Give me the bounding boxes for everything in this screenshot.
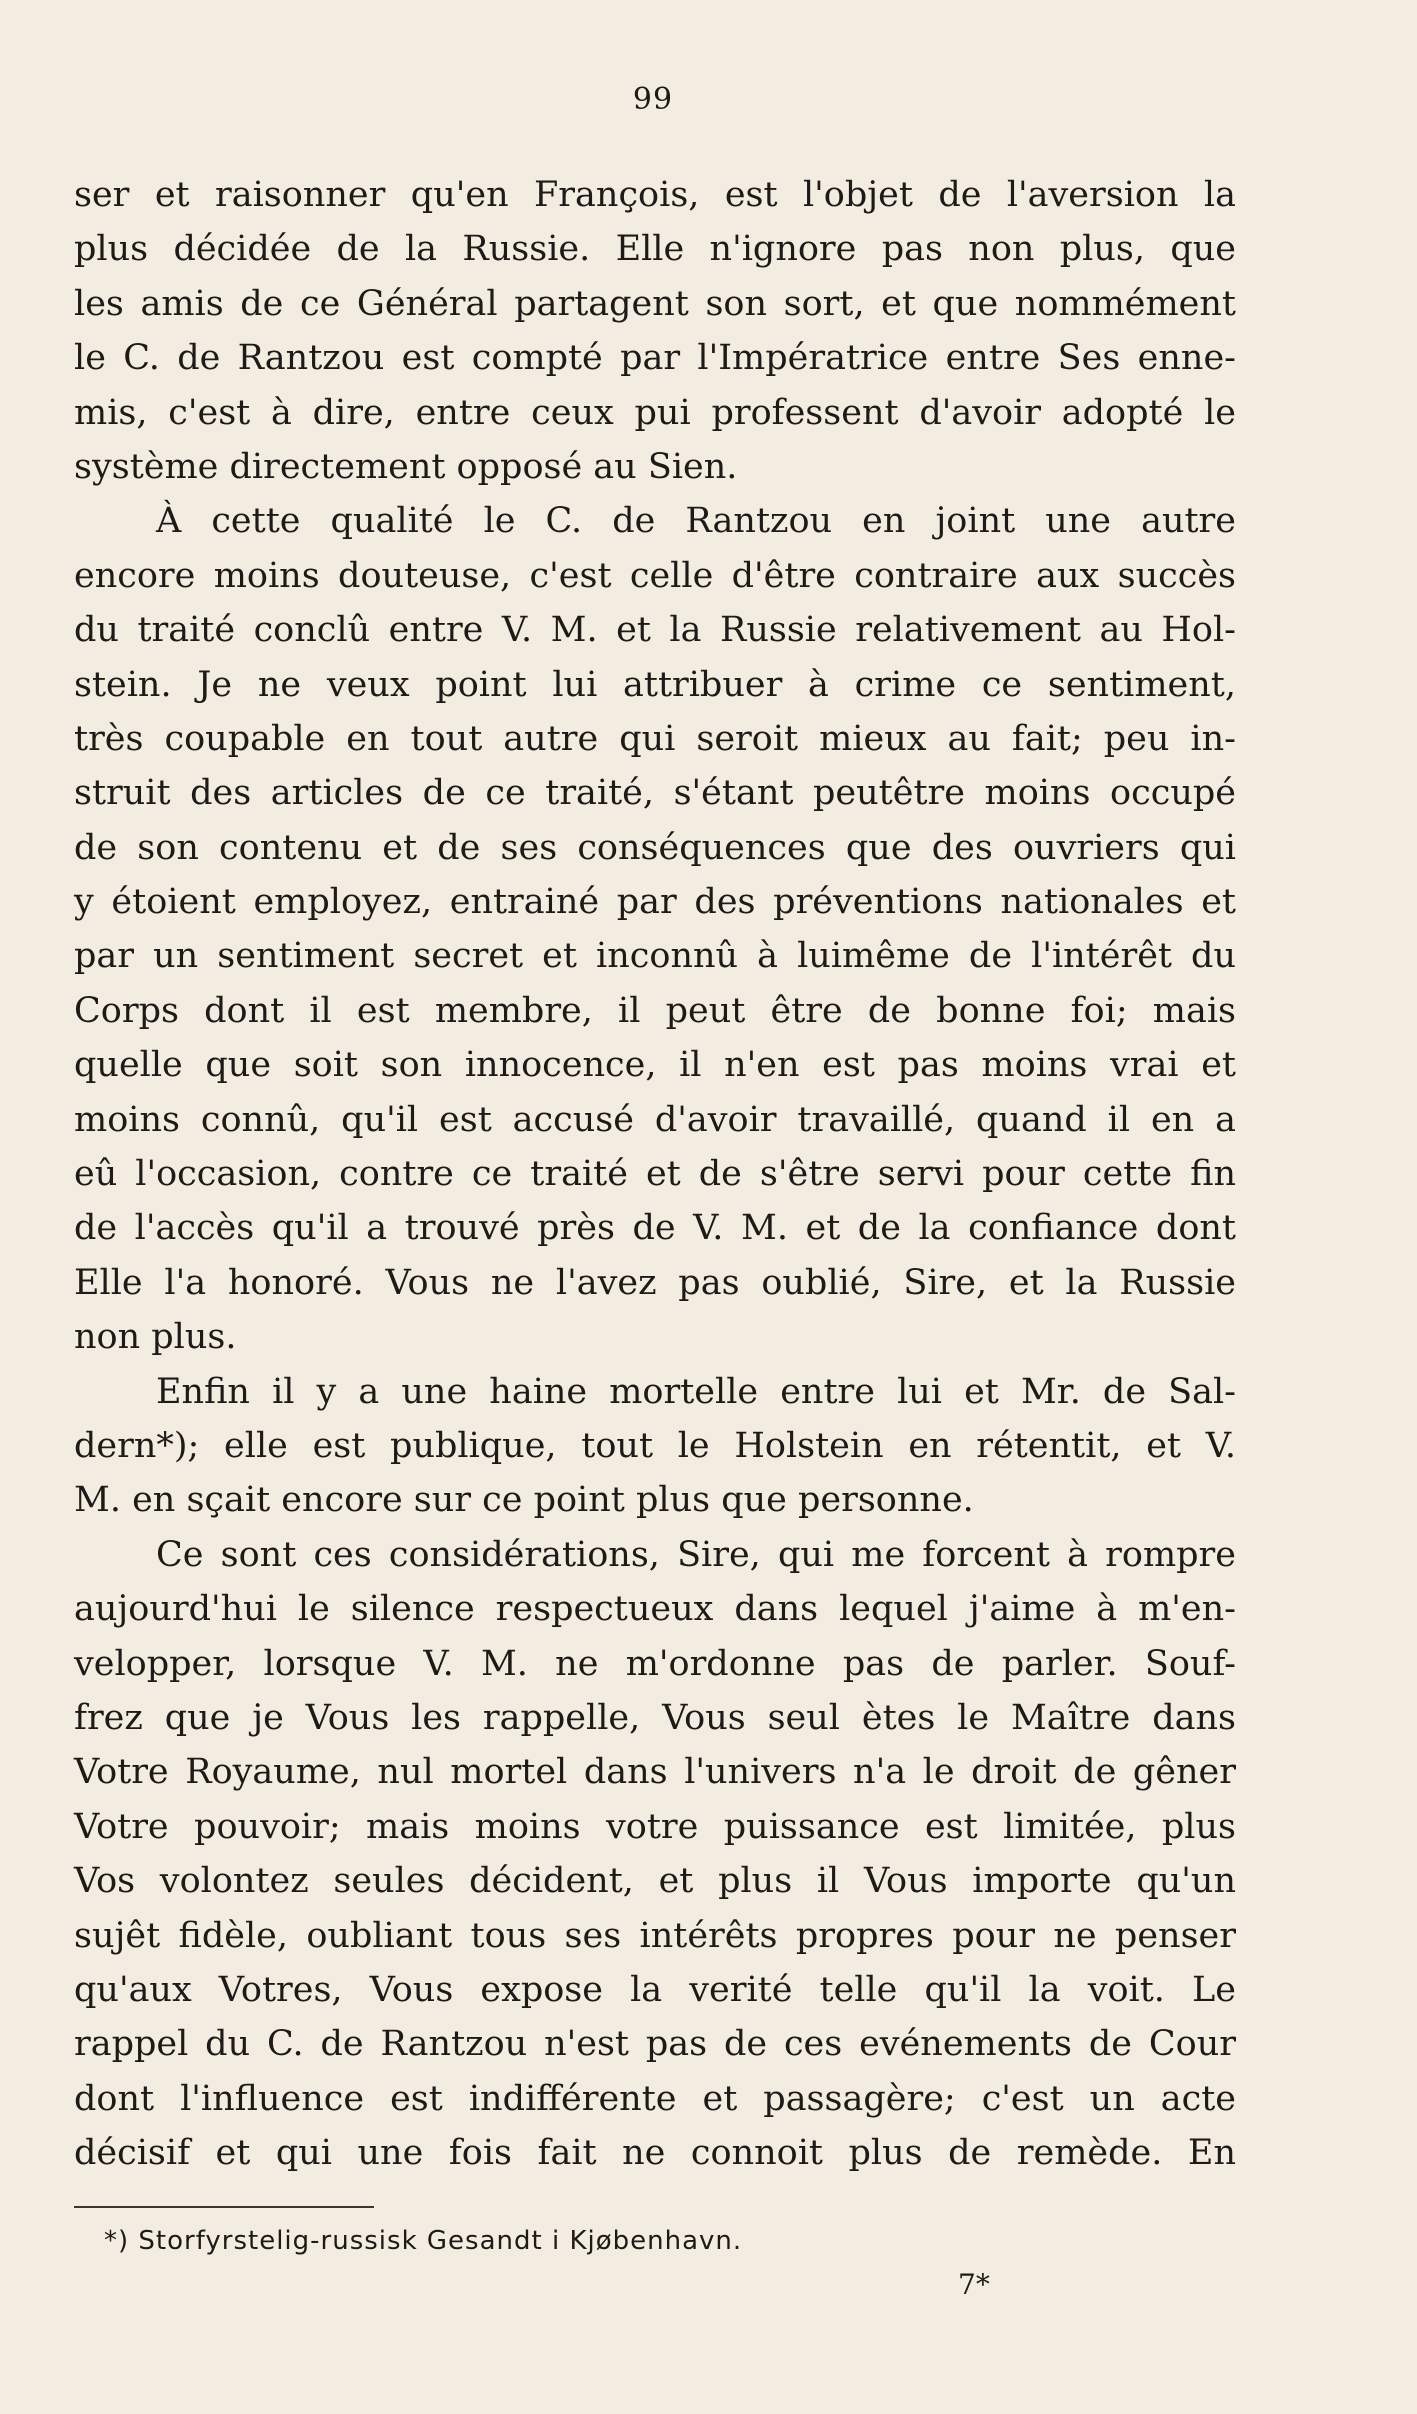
text-line: système directement opposé au Sien. [74, 446, 738, 487]
page-number: 99 [632, 82, 674, 117]
signature-mark: 7* [958, 2268, 990, 2301]
text-line: qu'aux Votres, Vous expose la verité telle qu'il la voit. Le [74, 1969, 1236, 2010]
text-line: moins connû, qu'il est accusé d'avoir travaillé, quand il en a [74, 1099, 1236, 1140]
text-line: Elle l'a honoré. Vous ne l'avez pas oublié, Sire, et la Russie [74, 1262, 1236, 1303]
text-line: les amis de ce Général partagent son sort, et que nommément [74, 283, 1236, 324]
text-line: dont l'influence est indifférente et passagère; c'est un acte [74, 2078, 1236, 2119]
footnote-divider [74, 2206, 374, 2208]
text-line: stein. Je ne veux point lui attribuer à crime ce sentiment, [74, 664, 1236, 705]
text-line: Corps dont il est membre, il peut être de bonne foi; mais [74, 990, 1236, 1031]
text-line: eû l'occasion, contre ce traité et de s'être servi pour cette fin [74, 1154, 1236, 1195]
text-line: Ce sont ces considérations, Sire, qui me forcent à rompre [156, 1534, 1236, 1575]
text-line: dern*); elle est publique, tout le Holstein en rétentit, et V. [74, 1425, 1236, 1466]
text-line: du traité conclû entre V. M. et la Russie relativement au Hol- [74, 610, 1236, 651]
text-line: le C. de Rantzou est compté par l'Impératrice entre Ses enne- [74, 338, 1236, 379]
text-line: Votre pouvoir; mais moins votre puissance est limitée, plus [74, 1806, 1236, 1847]
body-text [74, 168, 1236, 2180]
text-line: frez que je Vous les rappelle, Vous seul ètes le Maître dans [74, 1697, 1236, 1738]
text-line: À cette qualité le C. de Rantzou en joint une autre [156, 501, 1236, 542]
text-line: de son contenu et de ses conséquences que des ouvriers qui [74, 827, 1236, 868]
text-line: sujêt fidèle, oubliant tous ses intérêts propres pour ne penser [74, 1915, 1236, 1956]
text-line: Vos volontez seules décident, et plus il Vous importe qu'un [74, 1861, 1236, 1902]
text-line: non plus. [74, 1317, 237, 1358]
text-line: de l'accès qu'il a trouvé près de V. M. et de la confiance dont [74, 1208, 1236, 1249]
text-line: par un sentiment secret et inconnû à luimême de l'intérêt du [74, 936, 1236, 977]
text-line: encore moins douteuse, c'est celle d'être contraire aux succès [74, 555, 1236, 596]
footnote: *) Storfyrstelig-russisk Gesandt i Kjøbenhavn. [104, 2226, 743, 2256]
text-line: ser et raisonner qu'en François, est l'objet de l'aversion la [74, 175, 1236, 215]
text-line: y étoient employez, entrainé par des préventions nationales et [74, 882, 1236, 923]
text-line: plus décidée de la Russie. Elle n'ignore pas non plus, que [74, 229, 1236, 270]
text-line: décisif et qui une fois fait ne connoit plus de remède. En [74, 2133, 1236, 2174]
text-line: M. en sçait encore sur ce point plus que personne. [74, 1480, 974, 1521]
text-line: velopper, lorsque V. M. ne m'ordonne pas de parler. Souf- [74, 1643, 1236, 1684]
text-line: rappel du C. de Rantzou n'est pas de ces evénements de Cour [74, 2024, 1236, 2065]
text-line: struit des articles de ce traité, s'étant peutêtre moins occupé [74, 773, 1236, 814]
text-line: aujourd'hui le silence respectueux dans lequel j'aime à m'en- [74, 1589, 1236, 1630]
text-line: mis, c'est à dire, entre ceux pui professent d'avoir adopté le [74, 392, 1236, 433]
text-line: quelle que soit son innocence, il n'en est pas moins vrai et [74, 1045, 1236, 1086]
text-line: très coupable en tout autre qui seroit mieux au fait; peu in- [74, 718, 1236, 759]
text-line: Votre Royaume, nul mortel dans l'univers n'a le droit de gêner [74, 1752, 1236, 1793]
text-line: Enfin il y a une haine mortelle entre lui et Mr. de Sal- [156, 1371, 1236, 1412]
